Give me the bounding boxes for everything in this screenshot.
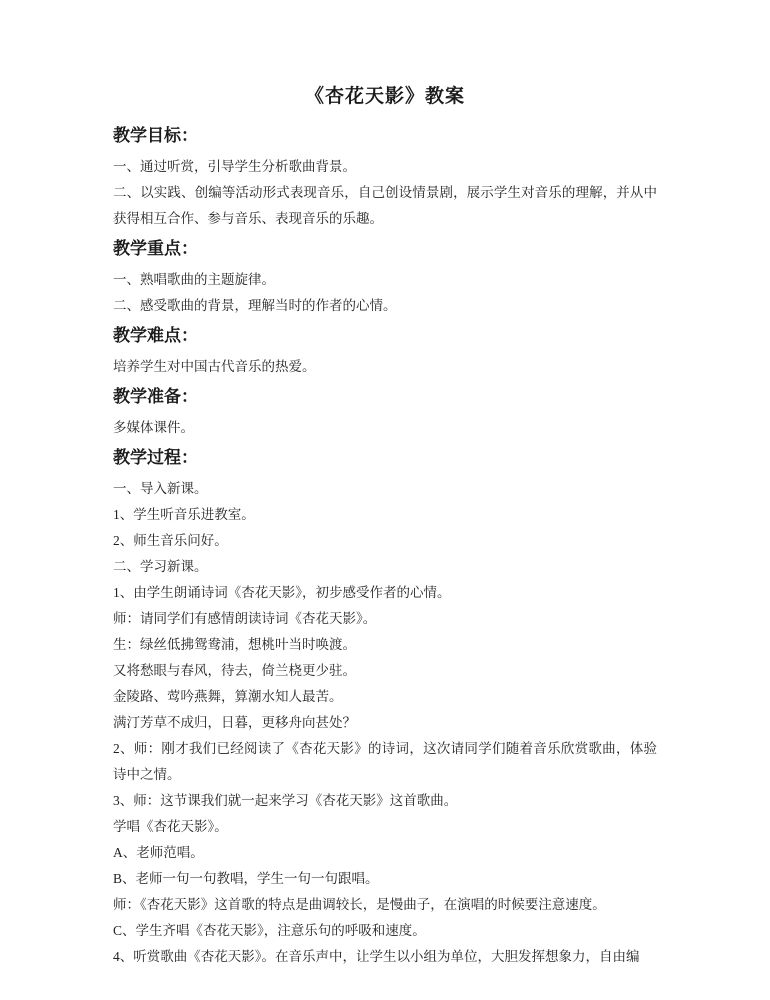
paragraph: 一、通过听赏，引导学生分析歌曲背景。 xyxy=(113,159,356,174)
paragraph: 培养学生对中国古代音乐的热爱。 xyxy=(113,359,316,374)
paragraph: 二、感受歌曲的背景，理解当时的作者的心情。 xyxy=(113,298,397,313)
section-heading: 教学准备： xyxy=(113,387,198,406)
section-heading: 教学重点： xyxy=(113,239,198,258)
paragraph: A、老师范唱。 xyxy=(113,845,204,860)
paragraph: 二、以实践、创编等活动形式表现音乐，自己创设情景剧，展示学生对音乐的理解，并从中获得相互合作、参与音乐、表现音乐的乐趣。 xyxy=(113,185,657,226)
paragraph: 1、由学生朗诵诗词《杏花天影》，初步感受作者的心情。 xyxy=(113,585,451,600)
document-section xyxy=(113,124,657,232)
document-section xyxy=(113,446,657,970)
paragraph: 一、导入新课。 xyxy=(113,481,208,496)
paragraph: 2、师生音乐问好。 xyxy=(113,533,228,548)
paragraph: B、老师一句一句教唱，学生一句一句跟唱。 xyxy=(113,871,379,886)
paragraph: 多媒体课件。 xyxy=(113,420,194,435)
paragraph: 二、学习新课。 xyxy=(113,559,208,574)
paragraph: 2、师：刚才我们已经阅读了《杏花天影》的诗词，这次请同学们随着音乐欣赏歌曲，体验诗中之情。 xyxy=(113,741,657,782)
document-section xyxy=(113,324,657,380)
paragraph: 金陵路、莺吟燕舞，算潮水知人最苦。 xyxy=(113,689,343,704)
paragraph: 又将愁眼与春风，待去，倚兰桡更少驻。 xyxy=(113,663,356,678)
section-paragraphs xyxy=(113,267,657,319)
section-paragraphs xyxy=(113,476,657,970)
paragraph: 一、熟唱歌曲的主题旋律。 xyxy=(113,272,275,287)
document-body xyxy=(113,124,657,970)
section-heading: 教学难点： xyxy=(113,326,198,345)
paragraph: 学唱《杏花天影》。 xyxy=(113,819,228,834)
document-title: 《杏花天影》教案 xyxy=(304,86,465,107)
paragraph: C、学生齐唱《杏花天影》，注意乐句的呼吸和速度。 xyxy=(113,923,426,938)
paragraph: 生：绿丝低拂鸳鸯浦，想桃叶当时唤渡。 xyxy=(113,637,356,652)
section-paragraphs xyxy=(113,354,657,380)
section-paragraphs xyxy=(113,154,657,232)
paragraph: 师：请同学们有感情朗读诗词《杏花天影》。 xyxy=(113,611,377,626)
paragraph: 3、师：这节课我们就一起来学习《杏花天影》这首歌曲。 xyxy=(113,793,458,808)
paragraph: 满汀芳草不成归，日暮，更移舟向甚处？ xyxy=(113,715,356,730)
section-heading: 教学过程： xyxy=(113,448,198,467)
paragraph: 4、听赏歌曲《杏花天影》。在音乐声中，让学生以小组为单位，大胆发挥想象力，自由编 xyxy=(113,949,640,964)
paragraph: 1、学生听音乐进教室。 xyxy=(113,507,255,522)
section-heading: 教学目标： xyxy=(113,126,198,145)
section-paragraphs xyxy=(113,415,657,441)
document-section xyxy=(113,237,657,319)
document-section xyxy=(113,385,657,441)
paragraph: 师：《杏花天影》这首歌的特点是曲调较长，是慢曲子，在演唱的时候要注意速度。 xyxy=(113,897,606,912)
